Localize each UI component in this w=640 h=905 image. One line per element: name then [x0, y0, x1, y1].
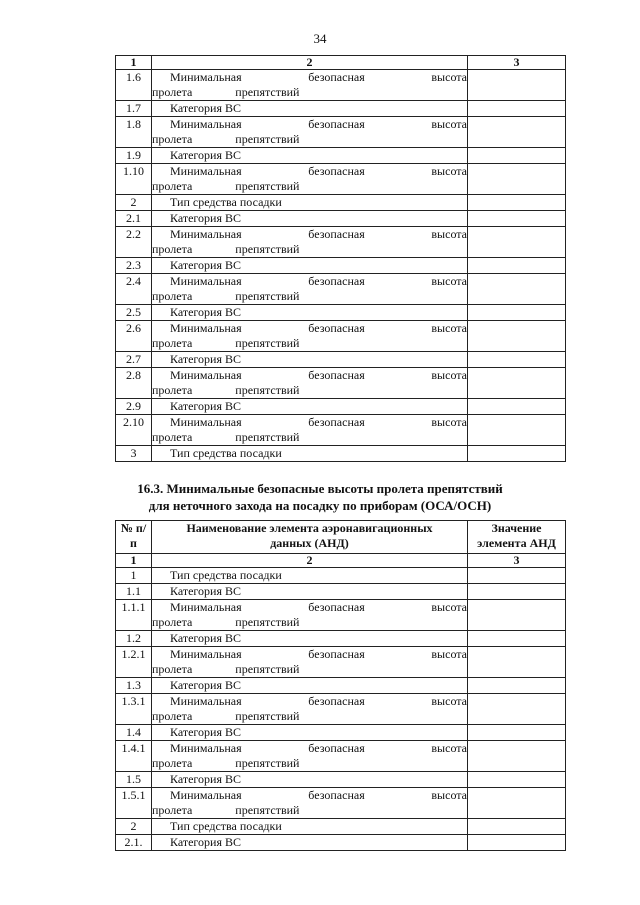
table-row [116, 835, 566, 851]
table-row [116, 211, 566, 227]
row-element-name: Минимальная безопасная высота пролета препятствий [152, 321, 467, 350]
row-number: 2.3 [116, 258, 152, 274]
table-row [116, 117, 566, 148]
table-row [116, 741, 566, 772]
row-number: 1.6 [116, 70, 152, 101]
row-element-name: Категория ВС [152, 678, 468, 694]
table-row [116, 305, 566, 321]
row-number: 1.4 [116, 725, 152, 741]
row-value [468, 600, 566, 631]
row-element-name: Минимальная безопасная высота пролета препятствий [152, 600, 467, 629]
row-element-name: Категория ВС [152, 399, 468, 415]
row-element-name: Минимальная безопасная высота пролета препятствий [152, 415, 467, 444]
row-value [468, 678, 566, 694]
row-number: 2 [116, 819, 152, 835]
row-number: 1 [116, 568, 152, 584]
row-element-name: Категория ВС [152, 148, 468, 164]
row-element-name: Тип средства посадки [152, 819, 468, 835]
row-value [468, 725, 566, 741]
page-number: 34 [313, 31, 327, 46]
row-value [468, 415, 566, 446]
row-value [468, 568, 566, 584]
table-row [116, 725, 566, 741]
row-number: 2.6 [116, 321, 152, 352]
row-value [468, 352, 566, 368]
table-row [116, 819, 566, 835]
table-row [116, 101, 566, 117]
table-row [116, 258, 566, 274]
table-row [116, 694, 566, 725]
row-number: 1.5 [116, 772, 152, 788]
row-value [468, 321, 566, 352]
table-row [116, 415, 566, 446]
table-row [116, 788, 566, 819]
row-value [468, 647, 566, 678]
table-row [116, 195, 566, 211]
row-element-name: Тип средства посадки [152, 195, 468, 211]
table-row [116, 568, 566, 584]
row-number: 2 [116, 195, 152, 211]
row-number: 1.4.1 [116, 741, 152, 772]
row-element-name: Минимальная безопасная высота пролета препятствий [152, 117, 467, 146]
row-element-name: Категория ВС [152, 211, 468, 227]
column-number-2: 2 [152, 56, 468, 70]
row-element-name: Категория ВС [152, 352, 468, 368]
row-number: 3 [116, 446, 152, 462]
row-value [468, 584, 566, 600]
row-value [468, 772, 566, 788]
row-number: 1.2.1 [116, 647, 152, 678]
row-element-name: Тип средства посадки [152, 446, 468, 462]
table-body [116, 568, 566, 851]
section-title-line-2: для неточного захода на посадку по приборам (ОСА/ОСН) [148, 498, 492, 513]
row-value [468, 117, 566, 148]
row-number: 1.3 [116, 678, 152, 694]
row-element-name: Минимальная безопасная высота пролета препятствий [152, 227, 467, 256]
row-element-name: Категория ВС [152, 835, 468, 851]
column-number-3: 3 [468, 56, 566, 70]
table-row [116, 321, 566, 352]
row-number: 2.8 [116, 368, 152, 399]
row-number: 1.5.1 [116, 788, 152, 819]
row-element-name: Тип средства посадки [152, 568, 468, 584]
row-value [468, 211, 566, 227]
header-value: Значение элемента АНД [468, 521, 566, 554]
row-number: 1.1 [116, 584, 152, 600]
row-value [468, 631, 566, 647]
column-number-3: 3 [468, 554, 566, 568]
column-number-1: 1 [116, 56, 152, 70]
row-value [468, 70, 566, 101]
table-row [116, 148, 566, 164]
row-number: 2.10 [116, 415, 152, 446]
row-number: 2.5 [116, 305, 152, 321]
row-value [468, 835, 566, 851]
row-value [468, 258, 566, 274]
row-element-name: Категория ВС [152, 631, 468, 647]
header-num: № п/п [116, 521, 152, 554]
row-value [468, 399, 566, 415]
row-element-name: Минимальная безопасная высота пролета препятствий [152, 164, 467, 193]
table-row [116, 678, 566, 694]
table-ocaoch-nonprecision [115, 520, 566, 851]
row-element-name: Категория ВС [152, 584, 468, 600]
row-element-name: Категория ВС [152, 772, 468, 788]
row-number: 2.1. [116, 835, 152, 851]
row-value [468, 164, 566, 195]
table-row [116, 368, 566, 399]
table-row [116, 399, 566, 415]
table-column-numbers [116, 554, 566, 568]
row-number: 1.10 [116, 164, 152, 195]
row-value [468, 195, 566, 211]
row-value [468, 819, 566, 835]
table-row [116, 164, 566, 195]
row-value [468, 446, 566, 462]
row-value [468, 101, 566, 117]
column-number-1: 1 [116, 554, 152, 568]
row-value [468, 274, 566, 305]
table-row [116, 274, 566, 305]
table-row [116, 70, 566, 101]
row-element-name: Минимальная безопасная высота пролета препятствий [152, 647, 467, 676]
row-value [468, 148, 566, 164]
row-number: 2.4 [116, 274, 152, 305]
row-number: 1.2 [116, 631, 152, 647]
row-number: 2.1 [116, 211, 152, 227]
table-row [116, 647, 566, 678]
table-header-row [116, 521, 566, 554]
row-value [468, 305, 566, 321]
table-row [116, 631, 566, 647]
table-row [116, 772, 566, 788]
row-number: 1.7 [116, 101, 152, 117]
row-value [468, 694, 566, 725]
row-value [468, 227, 566, 258]
row-element-name: Минимальная безопасная высота пролета препятствий [152, 274, 467, 303]
table-row [116, 446, 566, 462]
table-body [116, 70, 566, 462]
row-element-name: Минимальная безопасная высота пролета препятствий [152, 70, 467, 99]
row-value [468, 741, 566, 772]
row-number: 1.8 [116, 117, 152, 148]
row-value [468, 368, 566, 399]
header-name: Наименование элемента аэронавигационных данных (АНД) [152, 521, 468, 554]
row-element-name: Минимальная безопасная высота пролета препятствий [152, 368, 467, 397]
row-number: 2.7 [116, 352, 152, 368]
row-value [468, 788, 566, 819]
table-row [116, 584, 566, 600]
column-number-2: 2 [152, 554, 468, 568]
row-element-name: Минимальная безопасная высота пролета препятствий [152, 694, 467, 723]
row-element-name: Категория ВС [152, 101, 468, 117]
row-element-name: Минимальная безопасная высота пролета препятствий [152, 788, 467, 817]
row-element-name: Категория ВС [152, 258, 468, 274]
row-number: 2.2 [116, 227, 152, 258]
table-ocaoch-precision [115, 55, 566, 462]
row-element-name: Категория ВС [152, 305, 468, 321]
section-title [0, 480, 640, 514]
row-number: 1.1.1 [116, 600, 152, 631]
row-number: 1.3.1 [116, 694, 152, 725]
row-number: 1.9 [116, 148, 152, 164]
table-row [116, 600, 566, 631]
row-element-name: Минимальная безопасная высота пролета препятствий [152, 741, 467, 770]
table-row [116, 352, 566, 368]
row-number: 2.9 [116, 399, 152, 415]
table-row [116, 227, 566, 258]
row-element-name: Категория ВС [152, 725, 468, 741]
table-column-numbers [116, 56, 566, 70]
section-title-line-1: 16.3. Минимальные безопасные высоты пролета препятствий [137, 481, 503, 496]
